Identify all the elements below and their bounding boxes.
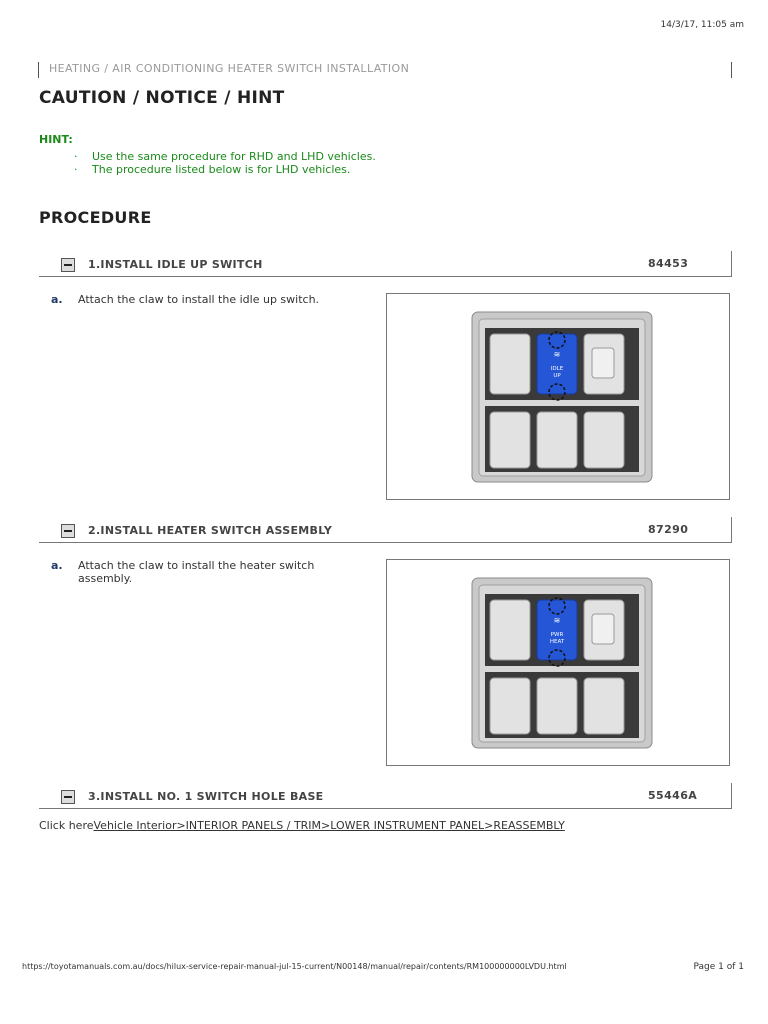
breadcrumb: HEATING / AIR CONDITIONING HEATER SWITCH INSTALLATION: [38, 62, 732, 78]
step-2-header[interactable]: [39, 517, 732, 543]
step-title: 2.INSTALL HEATER SWITCH ASSEMBLY: [88, 524, 333, 537]
collapse-toggle-icon[interactable]: [61, 258, 75, 272]
step-title: 3.INSTALL NO. 1 SWITCH HOLE BASE: [88, 790, 324, 803]
step-code: 55446A: [648, 789, 698, 802]
figure-idle-up-switch: [386, 293, 730, 500]
reassembly-link[interactable]: Vehicle Interior>INTERIOR PANELS / TRIM>LOWER INSTRUMENT PANEL>REASSEMBLY: [93, 819, 565, 832]
step-code: 87290: [648, 523, 689, 536]
step-title: 1.INSTALL IDLE UP SWITCH: [88, 258, 263, 271]
svg-text:≋: ≋: [553, 350, 561, 359]
switch-label-line2: HEAT: [549, 639, 565, 645]
substep-letter: a.: [51, 293, 63, 306]
procedure-title: PROCEDURE: [39, 208, 152, 227]
hint-list: [72, 150, 376, 176]
print-timestamp: 14/3/17, 11:05 am: [660, 20, 744, 30]
substep-letter: a.: [51, 559, 63, 572]
reference-line: [39, 819, 565, 832]
link-prefix: Click here: [39, 819, 94, 832]
footer-page-number: Page 1 of 1: [693, 962, 744, 972]
switch-label-line2: UP: [553, 373, 561, 379]
hint-item: · Use the same procedure for RHD and LHD vehicles.: [72, 150, 376, 163]
step-3-header[interactable]: [39, 783, 732, 809]
step-code: 84453: [648, 257, 689, 270]
figure-heater-switch: [386, 559, 730, 766]
page-title: CAUTION / NOTICE / HINT: [39, 88, 285, 108]
footer-url: https://toyotamanuals.com.au/docs/hilux-service-repair-manual-jul-15-current/N00148/manual/repair/contents/RM100000000LVDU.html: [22, 962, 567, 971]
substep-text: Attach the claw to install the idle up switch.: [78, 293, 320, 306]
svg-text:≋: ≋: [553, 616, 561, 625]
collapse-toggle-icon[interactable]: [61, 524, 75, 538]
hint-item: · The procedure listed below is for LHD vehicles.: [72, 163, 376, 176]
substep-text: Attach the claw to install the heater switch assembly.: [78, 559, 315, 585]
hint-label: HINT:: [39, 133, 73, 146]
switch-panel-illustration: [387, 560, 729, 765]
switch-panel-illustration: [387, 294, 729, 499]
step-1-header[interactable]: [39, 251, 732, 277]
switch-label-line1: PWR: [550, 632, 564, 638]
collapse-toggle-icon[interactable]: [61, 790, 75, 804]
switch-label-line1: IDLE: [550, 366, 564, 372]
